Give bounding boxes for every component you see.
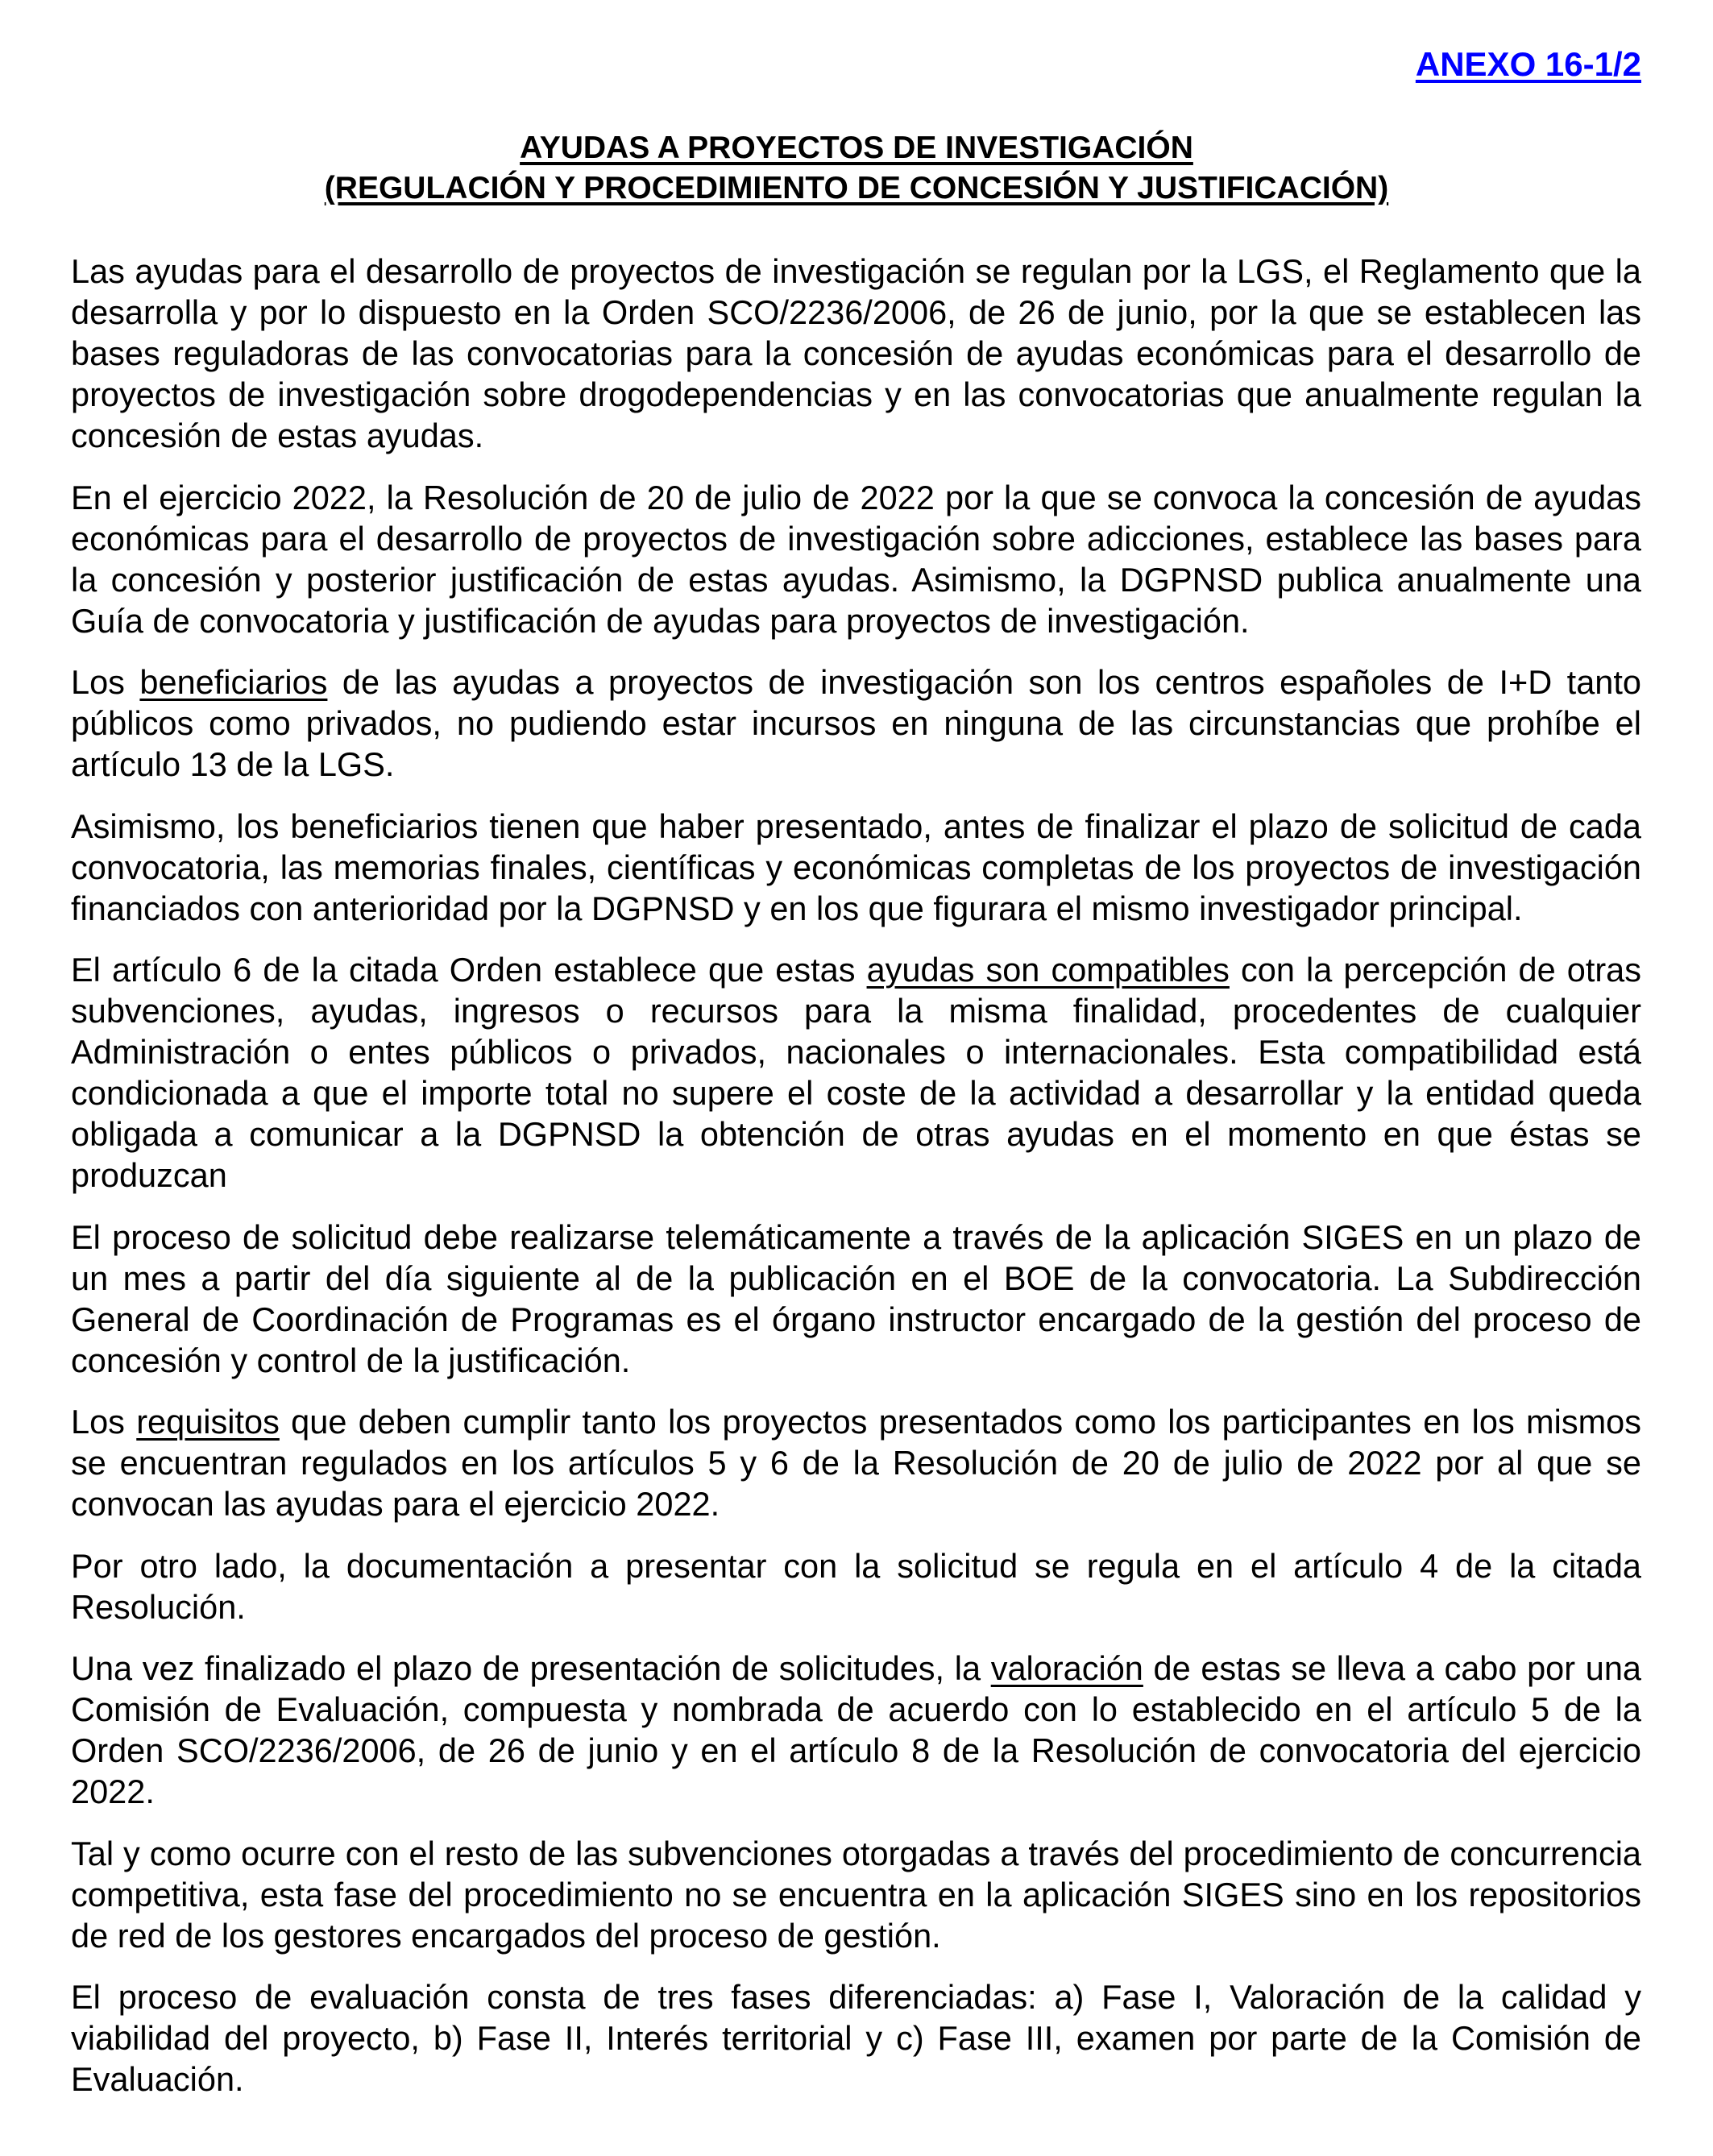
text: de las ayudas a proyectos de investigación son los centros españoles de I+D tanto públicos como privados, no pudiendo estar incursos en ninguna de las circunstancias que prohíbe el artículo 13 de la LGS. xyxy=(71,663,1641,783)
paragraph-evaluation-phases: El proceso de evaluación consta de tres fases diferenciadas: a) Fase I, Valoración de la calidad y viabilidad del proyecto, b) Fase II, Interés territorial y c) Fase III, examen por parte de la Comisión de Evaluación. xyxy=(71,1978,1641,2098)
text: El artículo 6 de la citada Orden establece que estas xyxy=(71,951,867,989)
document-body xyxy=(71,251,1641,2121)
title-line-2: (REGULACIÓN Y PROCEDIMIENTO DE CONCESIÓN Y JUSTIFICACIÓN) xyxy=(324,171,1389,205)
title-line-1: AYUDAS A PROYECTOS DE INVESTIGACIÓN xyxy=(520,131,1193,165)
text: con la percepción de otras subvenciones, ayudas, ingresos o recursos para la misma finalidad, procedentes de cualquier Administración o entes públicos o privados, nacionales o internacionales. Esta compatibilidad está condicionada a que el importe total no supere el coste de la actividad a desarrollar y la entidad queda obligada a comunicar a la DGPNSD la obtención de otras ayudas en el momento en que éstas se produzcan xyxy=(71,951,1642,1194)
paragraph-legal-basis: Las ayudas para el desarrollo de proyectos de investigación se regulan por la LGS, el Reglamento que la desarrolla y por lo dispuesto en la Orden SCO/2236/2006, de 26 de junio, por la que se establecen las bases reguladoras de las convocatorias para la concesión de ayudas económicas para el desarrollo de proyectos de investigación sobre drogodependencias y en las convocatorias que anualmente regulan la concesión de estas ayudas. xyxy=(71,252,1641,454)
paragraph-compatibility xyxy=(71,949,1641,1196)
document-title xyxy=(0,128,1713,209)
paragraph-final-reports: Asimismo, los beneficiarios tienen que haber presentado, antes de finalizar el plazo de solicitud de cada convocatoria, las memorias finales, científicas y económicas completas de los proyectos de investigación financiados con anterioridad por la DGPNSD y en los que figurara el mismo investigador principal. xyxy=(71,806,1641,927)
underlined-term-compatibles: ayudas son compatibles xyxy=(866,951,1230,989)
paragraph-application-process: El proceso de solicitud debe realizarse telemáticamente a través de la aplicación SIGES en un plazo de un mes a partir del día siguiente al de la publicación en el BOE de la convocatoria. La Subdirección General de Coordinación de Programas es el órgano instructor encargado de la gestión del proceso de concesión y control de la justificación. xyxy=(71,1217,1641,1379)
text: Una vez finalizado el plazo de presentación de solicitudes, la xyxy=(71,1649,991,1687)
paragraph-competitive-procedure: Tal y como ocurre con el resto de las subvenciones otorgadas a través del procedimiento de concurrencia competitiva, esta fase del procedimiento no se encuentra en la aplicación SIGES sino en los repositorios de red de los gestores encargados del proceso de gestión. xyxy=(71,1834,1641,1955)
underlined-term-valoracion: valoración xyxy=(990,1649,1143,1687)
paragraph-beneficiaries xyxy=(71,661,1641,785)
text: Los xyxy=(71,663,140,701)
paragraph-valuation xyxy=(71,1648,1641,1812)
annex-link[interactable]: ANEXO 16-1/2 xyxy=(1415,45,1641,83)
text: de estas se lleva a cabo por una Comisión de Evaluación, compuesta y nombrada de acuerdo con lo establecido en el artículo 5 de la Orden SCO/2236/2006, de 26 de junio y en el artículo 8 de la Resolución de convocatoria del ejercicio 2022. xyxy=(71,1649,1641,1810)
paragraph-2022-resolution: En el ejercicio 2022, la Resolución de 20 de julio de 2022 por la que se convoca la concesión de ayudas económicas para el desarrollo de proyectos de investigación sobre adicciones, establece las bases para la concesión y posterior justificación de estas ayudas. Asimismo, la DGPNSD publica anualmente una Guía de convocatoria y justificación de ayudas para proyectos de investigación. xyxy=(71,478,1641,640)
paragraph-requirements xyxy=(71,1401,1641,1524)
paragraph-documentation: Por otro lado, la documentación a presentar con la solicitud se regula en el artículo 4 de la citada Resolución. xyxy=(71,1546,1641,1626)
underlined-term-beneficiarios: beneficiarios xyxy=(139,663,328,701)
text: Los xyxy=(71,1403,137,1441)
text: que deben cumplir tanto los proyectos presentados como los participantes en los mismos se encuentran regulados en los artículos 5 y 6 de la Resolución de 20 de julio de 2022 por al que se convocan las ayudas para el ejercicio 2022. xyxy=(71,1403,1641,1523)
underlined-term-requisitos: requisitos xyxy=(136,1403,280,1441)
